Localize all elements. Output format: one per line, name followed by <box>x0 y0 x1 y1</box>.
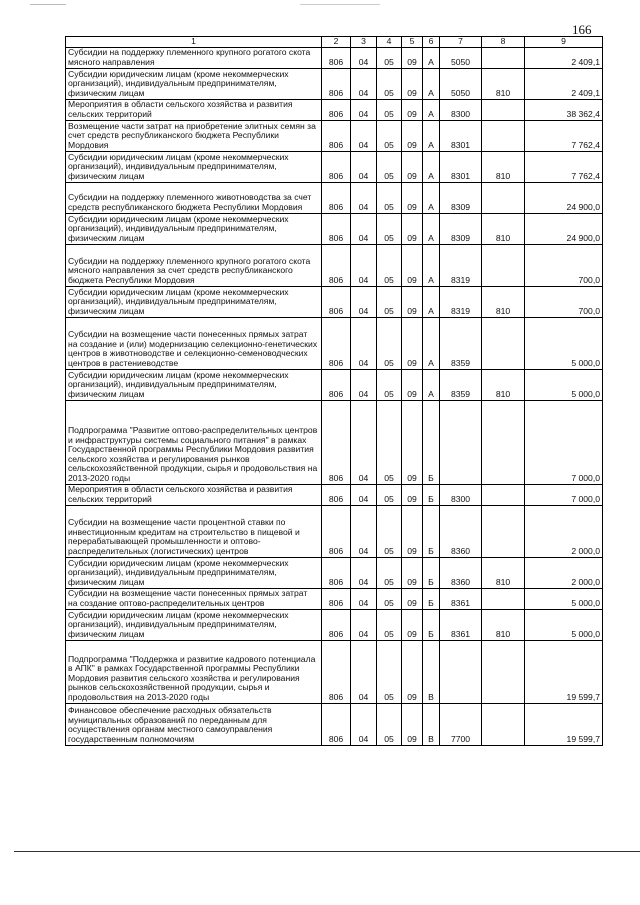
row-ministry-code: 806 <box>322 369 351 400</box>
row-expense-type-code: 810 <box>482 609 525 640</box>
row-ministry-code: 806 <box>322 120 351 151</box>
table-row <box>66 286 603 317</box>
row-amount: 5 000,0 <box>525 317 603 369</box>
header-col-7: 7 <box>440 37 482 48</box>
row-description: Субсидии на возмещение части понесенных прямых затрат на создание и (или) модернизацию селекционно-генетических центров в животноводстве и селекционно-семеноводческих центров в растениеводстве <box>66 317 322 369</box>
row-article-code: 8361 <box>440 588 482 609</box>
row-article-code: 8309 <box>440 213 482 244</box>
table-row <box>66 609 603 640</box>
header-col-4: 4 <box>377 37 402 48</box>
row-expense-type-code <box>482 505 525 557</box>
row-article-code: 8319 <box>440 286 482 317</box>
row-program-code: 09 <box>402 99 423 120</box>
table-header <box>66 37 603 48</box>
row-article-code: 8300 <box>440 484 482 505</box>
row-program-code: 09 <box>402 244 423 286</box>
row-section-code: 04 <box>351 609 377 640</box>
row-expense-type-code: 810 <box>482 286 525 317</box>
table-row <box>66 213 603 244</box>
row-ministry-code: 806 <box>322 151 351 182</box>
row-amount: 24 900,0 <box>525 182 603 213</box>
row-amount: 5 000,0 <box>525 588 603 609</box>
row-amount: 7 762,4 <box>525 151 603 182</box>
table-row <box>66 99 603 120</box>
row-subsection-code: 05 <box>377 151 402 182</box>
row-article-code: 5050 <box>440 47 482 68</box>
row-subprogram-code: А <box>423 151 440 182</box>
table-row <box>66 557 603 588</box>
row-program-code: 09 <box>402 317 423 369</box>
row-expense-type-code <box>482 317 525 369</box>
row-description: Мероприятия в области сельского хозяйства и развития сельских территорий <box>66 484 322 505</box>
row-description: Субсидии на возмещение части процентной ставки по инвестиционным кредитам на строительство в пищевой и перерабатывающей промышленности и оптово-распределительных (логистических) центров <box>66 505 322 557</box>
budget-table <box>65 36 603 746</box>
row-section-code: 04 <box>351 244 377 286</box>
row-subsection-code: 05 <box>377 286 402 317</box>
row-article-code: 7700 <box>440 703 482 745</box>
row-program-code: 09 <box>402 703 423 745</box>
header-col-5: 5 <box>402 37 423 48</box>
header-row <box>66 37 603 48</box>
row-subsection-code: 05 <box>377 68 402 99</box>
scan-mark <box>30 4 66 5</box>
row-description: Субсидии юридическим лицам (кроме некоммерческих организаций), индивидуальным предпринимателям, физическим лицам <box>66 609 322 640</box>
row-section-code: 04 <box>351 505 377 557</box>
row-amount: 2 000,0 <box>525 505 603 557</box>
row-subsection-code: 05 <box>377 703 402 745</box>
row-section-code: 04 <box>351 213 377 244</box>
row-section-code: 04 <box>351 317 377 369</box>
row-subsection-code: 05 <box>377 640 402 703</box>
row-section-code: 04 <box>351 47 377 68</box>
row-description: Субсидии на поддержку племенного животноводства за счет средств республиканского бюджета Республики Мордовия <box>66 182 322 213</box>
row-program-code: 09 <box>402 505 423 557</box>
table-row <box>66 400 603 484</box>
row-ministry-code: 806 <box>322 609 351 640</box>
row-ministry-code: 806 <box>322 182 351 213</box>
row-program-code: 09 <box>402 640 423 703</box>
row-section-code: 04 <box>351 369 377 400</box>
header-col-8: 8 <box>482 37 525 48</box>
row-program-code: 09 <box>402 484 423 505</box>
row-subprogram-code: А <box>423 317 440 369</box>
row-expense-type-code <box>482 244 525 286</box>
row-article-code: 8309 <box>440 182 482 213</box>
row-expense-type-code <box>482 400 525 484</box>
row-description: Субсидии на поддержку племенного крупного рогатого скота мясного направления за счет средств республиканского бюджета Республики Мордовия <box>66 244 322 286</box>
row-section-code: 04 <box>351 120 377 151</box>
row-description: Субсидии на возмещение части понесенных прямых затрат на создание оптово-распределительных центров <box>66 588 322 609</box>
row-program-code: 09 <box>402 609 423 640</box>
row-subprogram-code: А <box>423 182 440 213</box>
row-subprogram-code: А <box>423 369 440 400</box>
row-subsection-code: 05 <box>377 47 402 68</box>
row-section-code: 04 <box>351 640 377 703</box>
row-subprogram-code: А <box>423 120 440 151</box>
row-description: Возмещение части затрат на приобретение элитных семян за счет средств республиканского бюджета Республики Мордовия <box>66 120 322 151</box>
row-ministry-code: 806 <box>322 213 351 244</box>
row-section-code: 04 <box>351 286 377 317</box>
row-ministry-code: 806 <box>322 505 351 557</box>
row-subsection-code: 05 <box>377 609 402 640</box>
row-program-code: 09 <box>402 213 423 244</box>
table-row <box>66 369 603 400</box>
row-ministry-code: 806 <box>322 703 351 745</box>
row-program-code: 09 <box>402 400 423 484</box>
row-amount: 24 900,0 <box>525 213 603 244</box>
row-description: Субсидии на поддержку племенного крупного рогатого скота мясного направления <box>66 47 322 68</box>
row-subsection-code: 05 <box>377 99 402 120</box>
row-article-code: 8361 <box>440 609 482 640</box>
row-description: Финансовое обеспечение расходных обязательств муниципальных образований по переданным для осуществления органам местного самоуправления государственным полномочиям <box>66 703 322 745</box>
row-program-code: 09 <box>402 286 423 317</box>
table-row <box>66 640 603 703</box>
row-expense-type-code <box>482 182 525 213</box>
row-subprogram-code: А <box>423 99 440 120</box>
row-ministry-code: 806 <box>322 99 351 120</box>
row-subprogram-code: В <box>423 703 440 745</box>
row-amount: 700,0 <box>525 244 603 286</box>
row-subsection-code: 05 <box>377 369 402 400</box>
row-article-code: 8360 <box>440 557 482 588</box>
table-row <box>66 151 603 182</box>
row-section-code: 04 <box>351 484 377 505</box>
row-expense-type-code <box>482 588 525 609</box>
row-section-code: 04 <box>351 68 377 99</box>
row-ministry-code: 806 <box>322 640 351 703</box>
row-description: Подпрограмма "Развитие оптово-распределительных центров и инфраструктуры системы социального питания" в рамках Государственной программы Республики Мордовия развития сельского хозяйства и регулирования рынков сельскохозяйственной продукции, сырья и продовольствия на 2013-2020 годы <box>66 400 322 484</box>
page-bottom-rule <box>14 851 640 852</box>
row-program-code: 09 <box>402 369 423 400</box>
row-section-code: 04 <box>351 182 377 213</box>
row-expense-type-code <box>482 640 525 703</box>
row-description: Субсидии юридическим лицам (кроме некоммерческих организаций), индивидуальным предпринимателям, физическим лицам <box>66 213 322 244</box>
table-row <box>66 588 603 609</box>
table-body <box>66 47 603 745</box>
header-col-2: 2 <box>322 37 351 48</box>
row-subsection-code: 05 <box>377 505 402 557</box>
table-row <box>66 68 603 99</box>
row-expense-type-code <box>482 120 525 151</box>
row-subprogram-code: Б <box>423 400 440 484</box>
table-row <box>66 505 603 557</box>
row-subsection-code: 05 <box>377 557 402 588</box>
row-ministry-code: 806 <box>322 244 351 286</box>
row-article-code: 8301 <box>440 151 482 182</box>
row-subsection-code: 05 <box>377 213 402 244</box>
row-amount: 5 000,0 <box>525 369 603 400</box>
row-article-code: 8301 <box>440 120 482 151</box>
row-article-code: 5050 <box>440 68 482 99</box>
header-col-3: 3 <box>351 37 377 48</box>
row-subprogram-code: В <box>423 640 440 703</box>
row-article-code: 8359 <box>440 317 482 369</box>
row-section-code: 04 <box>351 99 377 120</box>
row-subsection-code: 05 <box>377 400 402 484</box>
row-ministry-code: 806 <box>322 557 351 588</box>
row-ministry-code: 806 <box>322 588 351 609</box>
row-ministry-code: 806 <box>322 484 351 505</box>
row-ministry-code: 806 <box>322 68 351 99</box>
row-subsection-code: 05 <box>377 484 402 505</box>
page-number: 166 <box>572 22 592 37</box>
row-amount: 5 000,0 <box>525 609 603 640</box>
row-article-code <box>440 640 482 703</box>
row-description: Субсидии юридическим лицам (кроме некоммерческих организаций), индивидуальным предпринимателям, физическим лицам <box>66 369 322 400</box>
row-article-code: 8359 <box>440 369 482 400</box>
row-subprogram-code: А <box>423 286 440 317</box>
row-program-code: 09 <box>402 557 423 588</box>
row-ministry-code: 806 <box>322 286 351 317</box>
row-expense-type-code: 810 <box>482 68 525 99</box>
row-subsection-code: 05 <box>377 182 402 213</box>
row-amount: 7 762,4 <box>525 120 603 151</box>
row-expense-type-code <box>482 99 525 120</box>
row-subsection-code: 05 <box>377 588 402 609</box>
header-col-1: 1 <box>66 37 322 48</box>
row-program-code: 09 <box>402 120 423 151</box>
row-program-code: 09 <box>402 68 423 99</box>
table-row <box>66 182 603 213</box>
header-col-6: 6 <box>423 37 440 48</box>
row-section-code: 04 <box>351 400 377 484</box>
row-amount: 19 599,7 <box>525 703 603 745</box>
table-row <box>66 47 603 68</box>
row-amount: 2 409,1 <box>525 47 603 68</box>
row-expense-type-code: 810 <box>482 213 525 244</box>
row-program-code: 09 <box>402 151 423 182</box>
row-expense-type-code <box>482 47 525 68</box>
row-subprogram-code: Б <box>423 609 440 640</box>
table-row <box>66 317 603 369</box>
row-program-code: 09 <box>402 182 423 213</box>
header-col-9: 9 <box>525 37 603 48</box>
row-section-code: 04 <box>351 703 377 745</box>
row-description: Субсидии юридическим лицам (кроме некоммерческих организаций), индивидуальным предпринимателям, физическим лицам <box>66 68 322 99</box>
row-amount: 38 362,4 <box>525 99 603 120</box>
row-subprogram-code: Б <box>423 588 440 609</box>
row-subprogram-code: А <box>423 213 440 244</box>
row-subprogram-code: А <box>423 244 440 286</box>
row-subsection-code: 05 <box>377 317 402 369</box>
table-row <box>66 484 603 505</box>
row-article-code: 8300 <box>440 99 482 120</box>
row-amount: 19 599,7 <box>525 640 603 703</box>
table-row <box>66 244 603 286</box>
row-ministry-code: 806 <box>322 317 351 369</box>
row-expense-type-code: 810 <box>482 369 525 400</box>
row-description: Субсидии юридическим лицам (кроме некоммерческих организаций), индивидуальным предпринимателям, физическим лицам <box>66 557 322 588</box>
row-expense-type-code <box>482 703 525 745</box>
table-row <box>66 703 603 745</box>
row-section-code: 04 <box>351 588 377 609</box>
row-article-code: 8319 <box>440 244 482 286</box>
row-amount: 2 000,0 <box>525 557 603 588</box>
row-subprogram-code: А <box>423 68 440 99</box>
row-subsection-code: 05 <box>377 120 402 151</box>
row-amount: 7 000,0 <box>525 484 603 505</box>
row-subsection-code: 05 <box>377 244 402 286</box>
row-description: Подпрограмма "Поддержка и развитие кадрового потенциала в АПК" в рамках Государственной программы Республики Мордовия развития сельского хозяйства и регулирования рынков сельскохозяйственной продукции, сырья и продовольствия на 2013-2020 годы <box>66 640 322 703</box>
table-row <box>66 120 603 151</box>
row-article-code <box>440 400 482 484</box>
row-amount: 700,0 <box>525 286 603 317</box>
row-section-code: 04 <box>351 557 377 588</box>
row-amount: 2 409,1 <box>525 68 603 99</box>
row-article-code: 8360 <box>440 505 482 557</box>
row-description: Мероприятия в области сельского хозяйства и развития сельских территорий <box>66 99 322 120</box>
row-program-code: 09 <box>402 588 423 609</box>
row-expense-type-code: 810 <box>482 557 525 588</box>
row-subprogram-code: Б <box>423 484 440 505</box>
row-ministry-code: 806 <box>322 400 351 484</box>
row-amount: 7 000,0 <box>525 400 603 484</box>
row-subprogram-code: Б <box>423 505 440 557</box>
row-expense-type-code <box>482 484 525 505</box>
row-description: Субсидии юридическим лицам (кроме некоммерческих организаций), индивидуальным предпринимателям, физическим лицам <box>66 286 322 317</box>
row-description: Субсидии юридическим лицам (кроме некоммерческих организаций), индивидуальным предпринимателям, физическим лицам <box>66 151 322 182</box>
scan-mark <box>300 4 380 5</box>
row-expense-type-code: 810 <box>482 151 525 182</box>
row-program-code: 09 <box>402 47 423 68</box>
row-ministry-code: 806 <box>322 47 351 68</box>
row-subprogram-code: Б <box>423 557 440 588</box>
row-section-code: 04 <box>351 151 377 182</box>
row-subprogram-code: А <box>423 47 440 68</box>
